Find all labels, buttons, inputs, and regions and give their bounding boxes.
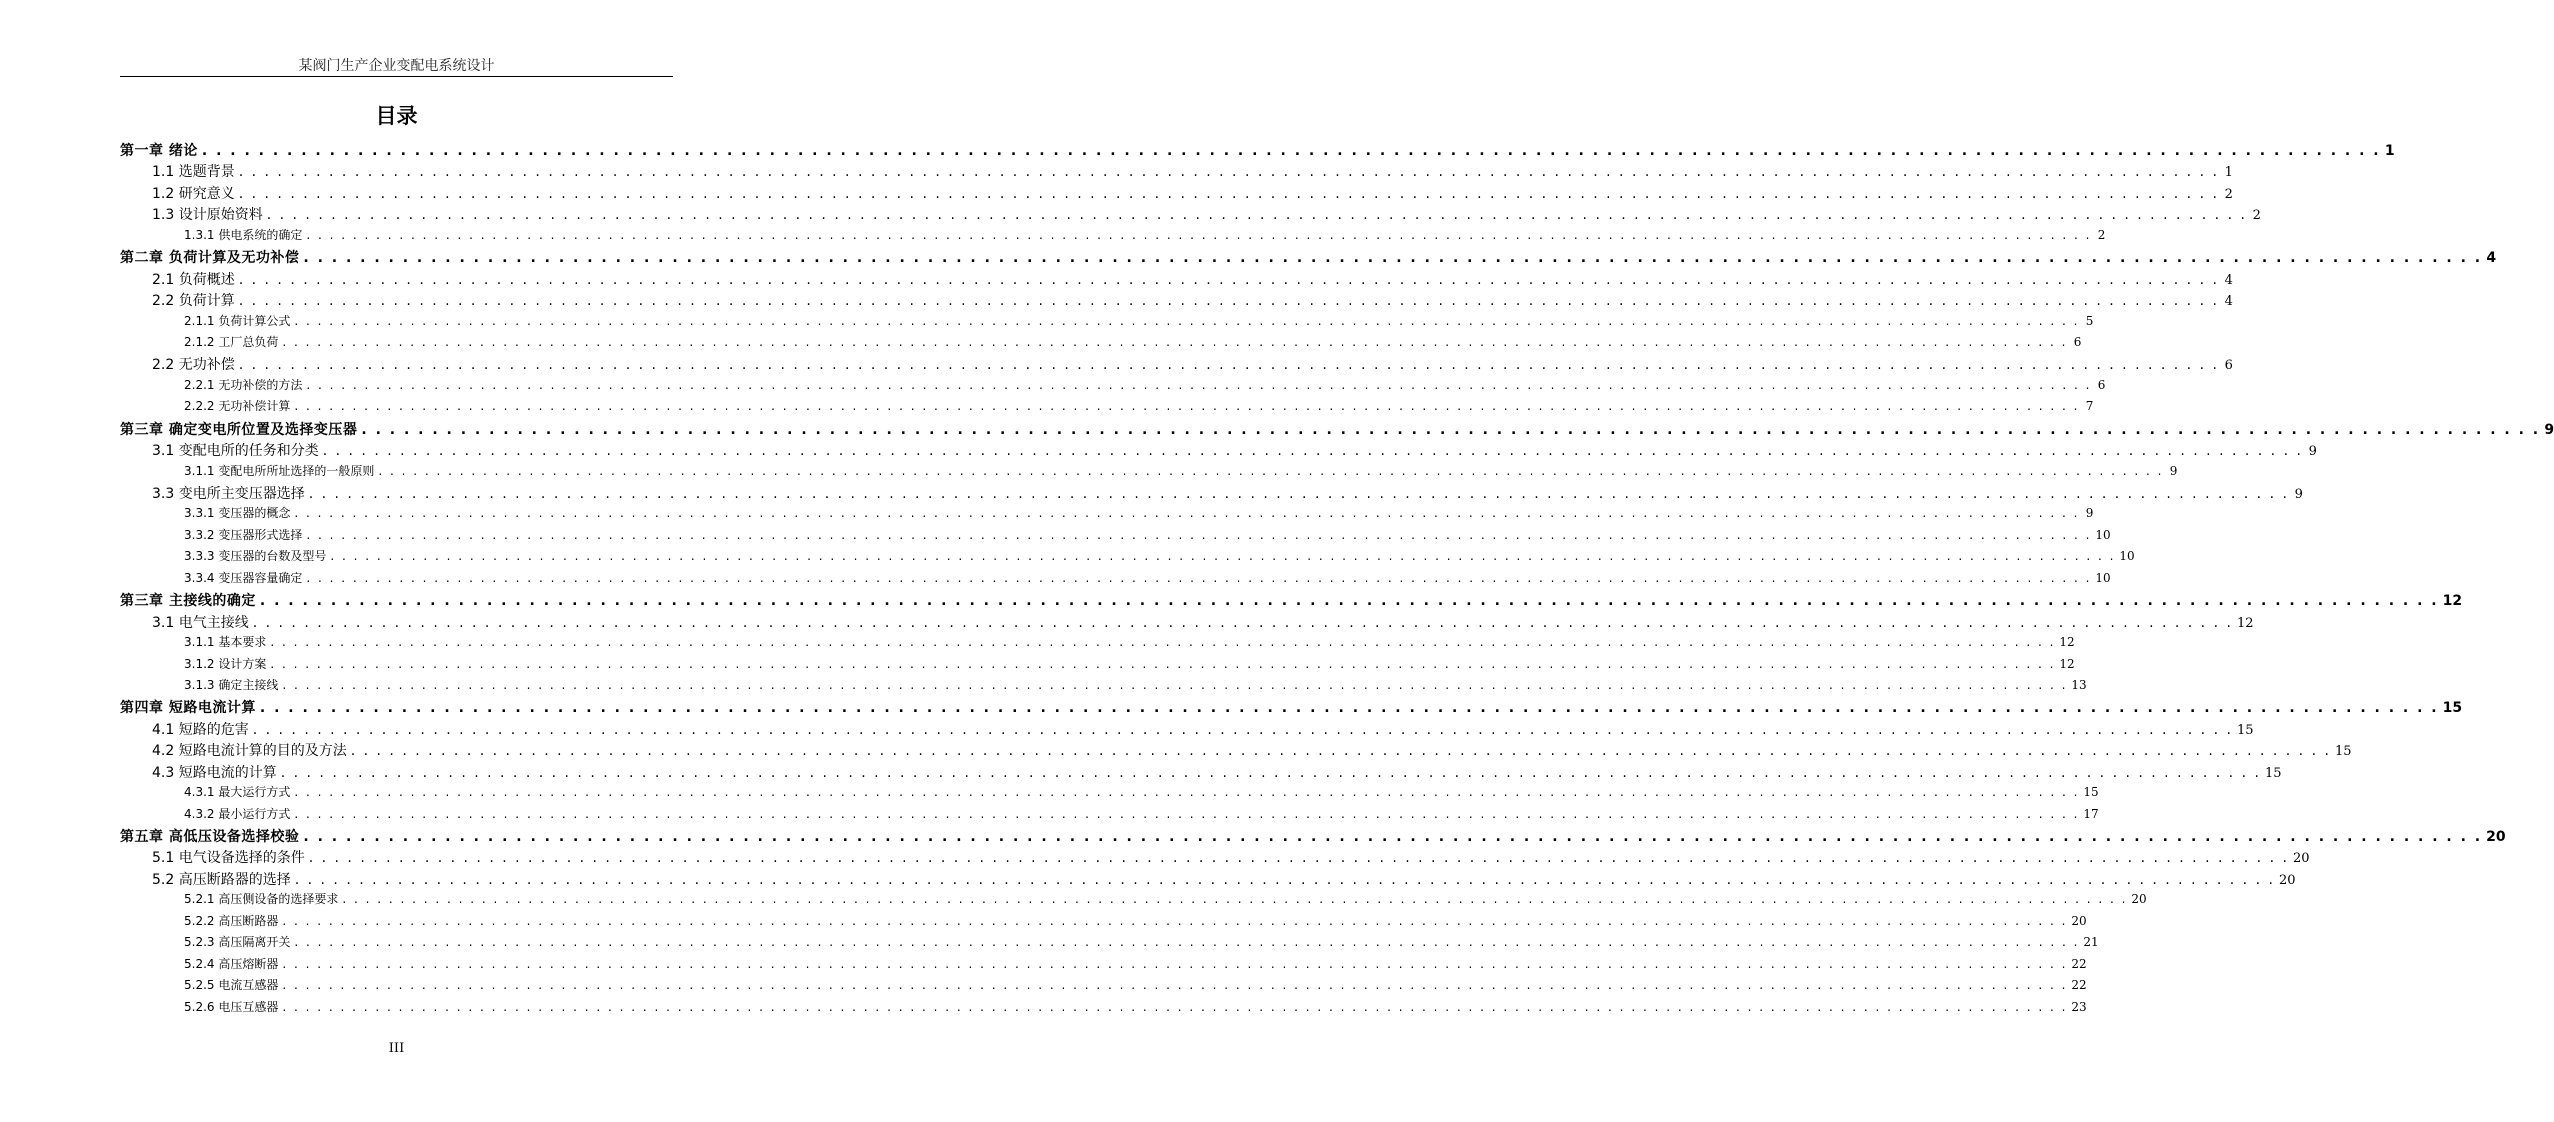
dot-leader: . . . . . . . . . . . . . . . . . . . . . . . . . . . . . . . . . . . . . . . . . . . . . . . . . . . . . . . . . . . . . . . . . . . . . . . . . . . . . . . . . . . . . . . . . . . . . . . . . . . . . . . . . . . . . . . . . . . . . . . . . . . . . . . . . . . . . . . . . . . . . . . . . . . . . . . . . . (282, 978, 2068, 993)
toc-entry-label: 5.2 高压断路器的选择 (152, 871, 291, 888)
dot-leader: . . . . . . . . . . . . . . . . . . . . . . . . . . . . . . . . . . . . . . . . . . . . . . . . . . . . . . . . . . . . . . . . . . . . . . . . . . . . . . . . . . . . . . . . . . . . . . . . . . . . . . . . . . . . . . . . . . . . . . . . . . . . . . . . . . . . . . . . . . . . . . . . . . . . . . . . . . (306, 570, 2092, 585)
dot-leader: . . . . . . . . . . . . . . . . . . . . . . . . . . . . . . . . . . . . . . . . . . . . . . . . . . . . . . . . . . . . . . . . . . . . . . . . . . . . . . . . . . . . . . . . . . . . . . . . . . . . . . . . . . . . . . . . . . . . . . . . . . . . . . . . . . . . . . . . . . . . . . . . . . . . . . . . . . (238, 357, 2219, 374)
toc-entry-page: 22 (2071, 978, 2087, 993)
toc-entry-page: 15 (2334, 744, 2352, 760)
toc-entry[interactable] (120, 183, 2233, 204)
toc-entry-page: 21 (2083, 935, 2099, 950)
dot-leader: . . . . . . . . . . . . . . . . . . . . . . . . . . . . . . . . . . . . . . . . . . . . . . . . . . . . . . . . . . . . . . . . . . . . . . . . . . . . . . . . . . . . . . . . . . . . . . . . . . . . . . . . . . . . . . . . . . . . . . . . . . . . . . . . . . . . . . . . . . . . . . . . . . . . . . . . . . (361, 421, 2541, 438)
toc-entry-page: 6 (2097, 377, 2106, 392)
toc-entry-label: 1.1 选题背景 (152, 164, 235, 181)
toc-entry-page: 15 (2083, 785, 2099, 800)
dot-leader: . . . . . . . . . . . . . . . . . . . . . . . . . . . . . . . . . . . . . . . . . . . . . . . . . . . . . . . . . . . . . . . . . . . . . . . . . . . . . . . . . . . . . . . . . . . . . . . . . . . . . . . . . . . . . . . . . . . . . . . . . . . . . . . . . . . . . . . . . . . . . . . . . . . . . . . . . . (294, 935, 2080, 950)
dot-leader: . . . . . . . . . . . . . . . . . . . . . . . . . . . . . . . . . . . . . . . . . . . . . . . . . . . . . . . . . . . . . . . . . . . . . . . . . . . . . . . . . . . . . . . . . . . . . . . . . . . . . . . . . . . . . . . . . . . . . . . . . . . . . . . . . . . . . . . . . . . . . . . . . . . . . . . . . . (378, 463, 2164, 478)
toc-entry-label: 5.1 电气设备选择的条件 (152, 850, 305, 867)
dot-leader: . . . . . . . . . . . . . . . . . . . . . . . . . . . . . . . . . . . . . . . . . . . . . . . . . . . . . . . . . . . . . . . . . . . . . . . . . . . . . . . . . . . . . . . . . . . . . . . . . . . . . . . . . . . . . . . . . . . . . . . . . . . . . . . . . . . . . . . . . . . . . . . . . . . . . . . . . . (322, 443, 2303, 460)
toc-entry-page: 9 (2544, 421, 2554, 438)
toc-entry-page: 10 (2095, 570, 2111, 585)
toc-entry[interactable] (120, 762, 2282, 783)
dot-leader: . . . . . . . . . . . . . . . . . . . . . . . . . . . . . . . . . . . . . . . . . . . . . . . . . . . . . . . . . . . . . . . . . . . . . . . . . . . . . . . . . . . . . . . . . . . . . . . . . . . . . . . . . . . . . . . . . . . . . . . . . . . . . . . . . . . . . . . . . . . . . . . . . . . . . . . . . . (259, 700, 2439, 717)
toc-entry[interactable] (120, 783, 2099, 804)
toc-entry[interactable] (120, 204, 2261, 225)
toc-entry[interactable] (120, 655, 2075, 676)
dot-leader: . . . . . . . . . . . . . . . . . . . . . . . . . . . . . . . . . . . . . . . . . . . . . . . . . . . . . . . . . . . . . . . . . . . . . . . . . . . . . . . . . . . . . . . . . . . . . . . . . . . . . . . . . . . . . . . . . . . . . . . . . . . . . . . . . . . . . . . . . . . . . . . . . . . . . . . . . . (282, 956, 2068, 971)
dot-leader: . . . . . . . . . . . . . . . . . . . . . . . . . . . . . . . . . . . . . . . . . . . . . . . . . . . . . . . . . . . . . . . . . . . . . . . . . . . . . . . . . . . . . . . . . . . . . . . . . . . . . . . . . . . . . . . . . . . . . . . . . . . . . . . . . . . . . . . . . . . . . . . . . . . . . . . . . . (294, 399, 2080, 414)
dot-leader: . . . . . . . . . . . . . . . . . . . . . . . . . . . . . . . . . . . . . . . . . . . . . . . . . . . . . . . . . . . . . . . . . . . . . . . . . . . . . . . . . . . . . . . . . . . . . . . . . . . . . . . . . . . . . . . . . . . . . . . . . . . . . . . . . . . . . . . . . . . . . . . . . . . . . . . . . . (201, 143, 2381, 159)
toc-entry[interactable] (120, 290, 2233, 311)
toc-entry-label: 3.3.2 变压器形式选择 (184, 527, 303, 542)
toc-entry[interactable] (120, 719, 2254, 740)
toc-entry-label: 3.3.1 变压器的概念 (184, 506, 291, 521)
toc-entry-label: 4.2 短路电流计算的目的及方法 (152, 743, 347, 760)
toc-entry[interactable] (120, 504, 2094, 525)
toc-entry-page: 2 (2097, 227, 2106, 242)
toc-entry-label: 3.3.3 变压器的台数及型号 (184, 549, 327, 564)
toc-entry-label: 2.2 负荷计算 (152, 293, 235, 310)
toc-entry-label: 3.1.1 基本要求 (184, 635, 267, 650)
toc-entry-label: 2.2.2 无功补偿计算 (184, 399, 291, 414)
toc-entry[interactable] (120, 697, 2463, 718)
toc-entry[interactable] (120, 419, 2554, 440)
toc-entry-label: 2.1.1 负荷计算公式 (184, 313, 291, 328)
running-header: 某阀门生产企业变配电系统设计 (298, 58, 495, 74)
toc-entry-page: 9 (2294, 487, 2303, 502)
toc-entry[interactable] (120, 547, 2135, 568)
toc-entry[interactable] (120, 462, 2178, 483)
dot-leader: . . . . . . . . . . . . . . . . . . . . . . . . . . . . . . . . . . . . . . . . . . . . . . . . . . . . . . . . . . . . . . . . . . . . . . . . . . . . . . . . . . . . . . . . . . . . . . . . . . . . . . . . . . . . . . . . . . . . . . . . . . . . . . . . . . . . . . . . . . . . . . . . . . . . . . . . . . (350, 743, 2331, 760)
toc-entry-page: 6 (2073, 334, 2082, 349)
toc-entry-label: 2.1 负荷概述 (152, 271, 235, 288)
toc-entry-page: 6 (2224, 358, 2233, 374)
toc-entry-page: 7 (2085, 399, 2094, 414)
toc-entry[interactable] (120, 633, 2075, 654)
toc-entry[interactable] (120, 912, 2087, 933)
toc-entry-page: 12 (2059, 635, 2075, 650)
page-number: III (388, 1041, 405, 1056)
toc-entry[interactable] (120, 247, 2497, 268)
toc-entry-page: 12 (2236, 615, 2254, 631)
toc-entry-label: 第三章 确定变电所位置及选择变压器 (120, 421, 358, 438)
toc-entry[interactable] (120, 140, 2395, 161)
toc-entry-page: 22 (2071, 956, 2087, 971)
toc-entry[interactable] (120, 890, 2147, 911)
toc-entry-label: 5.2.6 电压互感器 (184, 999, 279, 1014)
toc-entry-label: 3.3.4 变压器容量确定 (184, 570, 303, 585)
toc-entry-label: 第一章 绪论 (120, 143, 198, 159)
toc-entry-label: 1.3 设计原始资料 (152, 207, 263, 224)
toc-entry[interactable] (120, 998, 2087, 1019)
dot-leader: . . . . . . . . . . . . . . . . . . . . . . . . . . . . . . . . . . . . . . . . . . . . . . . . . . . . . . . . . . . . . . . . . . . . . . . . . . . . . . . . . . . . . . . . . . . . . . . . . . . . . . . . . . . . . . . . . . . . . . . . . . . . . . . . . . . . . . . . . . . . . . . . . . . . . . . . . . (308, 486, 2289, 502)
dot-leader: . . . . . . . . . . . . . . . . . . . . . . . . . . . . . . . . . . . . . . . . . . . . . . . . . . . . . . . . . . . . . . . . . . . . . . . . . . . . . . . . . . . . . . . . . . . . . . . . . . . . . . . . . . . . . . . . . . . . . . . . . . . . . . . . . . . . . . . . . . . . . . . . . . . . . . . . . . (238, 185, 2219, 202)
toc-entry-label: 4.1 短路的危害 (152, 721, 249, 738)
dot-leader: . . . . . . . . . . . . . . . . . . . . . . . . . . . . . . . . . . . . . . . . . . . . . . . . . . . . . . . . . . . . . . . . . . . . . . . . . . . . . . . . . . . . . . . . . . . . . . . . . . . . . . . . . . . . . . . . . . . . . . . . . . . . . . . . . . . . . . . . . . . . . . . . . . . . . . . . . . (270, 656, 2056, 671)
toc-entry-page: 2 (2252, 208, 2261, 224)
dot-leader: . . . . . . . . . . . . . . . . . . . . . . . . . . . . . . . . . . . . . . . . . . . . . . . . . . . . . . . . . . . . . . . . . . . . . . . . . . . . . . . . . . . . . . . . . . . . . . . . . . . . . . . . . . . . . . . . . . . . . . . . . . . . . . . . . . . . . . . . . . . . . . . . . . . . . . . . . . (252, 614, 2233, 631)
dot-leader: . . . . . . . . . . . . . . . . . . . . . . . . . . . . . . . . . . . . . . . . . . . . . . . . . . . . . . . . . . . . . . . . . . . . . . . . . . . . . . . . . . . . . . . . . . . . . . . . . . . . . . . . . . . . . . . . . . . . . . . . . . . . . . . . . . . . . . . . . . . . . . . . . . . . . . . . . . (303, 250, 2483, 267)
dot-leader: . . . . . . . . . . . . . . . . . . . . . . . . . . . . . . . . . . . . . . . . . . . . . . . . . . . . . . . . . . . . . . . . . . . . . . . . . . . . . . . . . . . . . . . . . . . . . . . . . . . . . . . . . . . . . . . . . . . . . . . . . . . . . . . . . . . . . . . . . . . . . . . . . . . . . . . . . . (306, 227, 2092, 242)
dot-leader: . . . . . . . . . . . . . . . . . . . . . . . . . . . . . . . . . . . . . . . . . . . . . . . . . . . . . . . . . . . . . . . . . . . . . . . . . . . . . . . . . . . . . . . . . . . . . . . . . . . . . . . . . . . . . . . . . . . . . . . . . . . . . . . . . . . . . . . . . . . . . . . . . . . . . . . . . . (306, 377, 2092, 392)
toc-entry-label: 第三章 主接线的确定 (120, 593, 256, 610)
table-of-contents (120, 140, 2554, 1019)
toc-entry-page: 10 (2119, 549, 2135, 564)
toc-entry[interactable] (120, 376, 2106, 397)
toc-entry-label: 5.2.5 电流互感器 (184, 978, 279, 993)
toc-entry-label: 2.2 无功补偿 (152, 357, 235, 374)
toc-entry[interactable] (120, 955, 2087, 976)
toc-entry[interactable] (120, 526, 2111, 547)
toc-entry-page: 17 (2083, 806, 2099, 821)
toc-entry-label: 第五章 高低压设备选择校验 (120, 829, 300, 845)
toc-entry[interactable] (120, 483, 2303, 504)
toc-entry[interactable] (120, 226, 2106, 247)
toc-entry-label: 3.1.2 设计方案 (184, 656, 267, 671)
toc-entry[interactable] (120, 612, 2254, 633)
dot-leader: . . . . . . . . . . . . . . . . . . . . . . . . . . . . . . . . . . . . . . . . . . . . . . . . . . . . . . . . . . . . . . . . . . . . . . . . . . . . . . . . . . . . . . . . . . . . . . . . . . . . . . . . . . . . . . . . . . . . . . . . . . . . . . . . . . . . . . . . . . . . . . . . . . . . . . . . . . (280, 764, 2261, 781)
toc-entry-page: 13 (2071, 677, 2087, 692)
toc-entry[interactable] (120, 312, 2094, 333)
dot-leader: . . . . . . . . . . . . . . . . . . . . . . . . . . . . . . . . . . . . . . . . . . . . . . . . . . . . . . . . . . . . . . . . . . . . . . . . . . . . . . . . . . . . . . . . . . . . . . . . . . . . . . . . . . . . . . . . . . . . . . . . . . . . . . . . . . . . . . . . . . . . . . . . . . . . . . . . . . (238, 271, 2219, 288)
toc-entry[interactable] (120, 826, 2506, 847)
toc-entry-page: 20 (2071, 913, 2087, 928)
dot-leader: . . . . . . . . . . . . . . . . . . . . . . . . . . . . . . . . . . . . . . . . . . . . . . . . . . . . . . . . . . . . . . . . . . . . . . . . . . . . . . . . . . . . . . . . . . . . . . . . . . . . . . . . . . . . . . . . . . . . . . . . . . . . . . . . . . . . . . . . . . . . . . . . . . . . . . . . . . (282, 999, 2068, 1014)
toc-entry-page: 15 (2264, 765, 2282, 781)
dot-leader: . . . . . . . . . . . . . . . . . . . . . . . . . . . . . . . . . . . . . . . . . . . . . . . . . . . . . . . . . . . . . . . . . . . . . . . . . . . . . . . . . . . . . . . . . . . . . . . . . . . . . . . . . . . . . . . . . . . . . . . . . . . . . . . . . . . . . . . . . . . . . . . . . . . . . . . . . . (259, 593, 2439, 610)
toc-entry[interactable] (120, 354, 2233, 375)
toc-entry-page: 1 (2224, 165, 2233, 181)
toc-entry[interactable] (120, 161, 2233, 182)
toc-entry-page: 4 (2486, 250, 2497, 267)
toc-entry-label: 5.2.1 高压侧设备的选择要求 (184, 892, 339, 907)
toc-entry-label: 3.1 变配电所的任务和分类 (152, 443, 319, 460)
toc-entry-page: 10 (2095, 527, 2111, 542)
toc-entry-label: 3.1.1 变配电所所址选择的一般原则 (184, 463, 375, 478)
toc-entry-page: 9 (2085, 506, 2094, 521)
dot-leader: . . . . . . . . . . . . . . . . . . . . . . . . . . . . . . . . . . . . . . . . . . . . . . . . . . . . . . . . . . . . . . . . . . . . . . . . . . . . . . . . . . . . . . . . . . . . . . . . . . . . . . . . . . . . . . . . . . . . . . . . . . . . . . . . . . . . . . . . . . . . . . . . . . . . . . . . . . (330, 549, 2116, 564)
dot-leader: . . . . . . . . . . . . . . . . . . . . . . . . . . . . . . . . . . . . . . . . . . . . . . . . . . . . . . . . . . . . . . . . . . . . . . . . . . . . . . . . . . . . . . . . . . . . . . . . . . . . . . . . . . . . . . . . . . . . . . . . . . . . . . . . . . . . . . . . . . . . . . . . . . . . . . . . . . (342, 892, 2128, 907)
toc-entry-page: 9 (2169, 463, 2178, 478)
dot-leader: . . . . . . . . . . . . . . . . . . . . . . . . . . . . . . . . . . . . . . . . . . . . . . . . . . . . . . . . . . . . . . . . . . . . . . . . . . . . . . . . . . . . . . . . . . . . . . . . . . . . . . . . . . . . . . . . . . . . . . . . . . . . . . . . . . . . . . . . . . . . . . . . . . . . . . . . . . (282, 677, 2068, 692)
toc-entry[interactable] (120, 397, 2094, 418)
dot-leader: . . . . . . . . . . . . . . . . . . . . . . . . . . . . . . . . . . . . . . . . . . . . . . . . . . . . . . . . . . . . . . . . . . . . . . . . . . . . . . . . . . . . . . . . . . . . . . . . . . . . . . . . . . . . . . . . . . . . . . . . . . . . . . . . . . . . . . . . . . . . . . . . . . . . . . . . . . (294, 506, 2080, 521)
dot-leader: . . . . . . . . . . . . . . . . . . . . . . . . . . . . . . . . . . . . . . . . . . . . . . . . . . . . . . . . . . . . . . . . . . . . . . . . . . . . . . . . . . . . . . . . . . . . . . . . . . . . . . . . . . . . . . . . . . . . . . . . . . . . . . . . . . . . . . . . . . . . . . . . . . . . . . . . . . (294, 806, 2080, 821)
toc-entry[interactable] (120, 269, 2233, 290)
dot-leader: . . . . . . . . . . . . . . . . . . . . . . . . . . . . . . . . . . . . . . . . . . . . . . . . . . . . . . . . . . . . . . . . . . . . . . . . . . . . . . . . . . . . . . . . . . . . . . . . . . . . . . . . . . . . . . . . . . . . . . . . . . . . . . . . . . . . . . . . . . . . . . . . . . . . . . . . . . (270, 635, 2056, 650)
toc-entry[interactable] (120, 569, 2111, 590)
dot-leader: . . . . . . . . . . . . . . . . . . . . . . . . . . . . . . . . . . . . . . . . . . . . . . . . . . . . . . . . . . . . . . . . . . . . . . . . . . . . . . . . . . . . . . . . . . . . . . . . . . . . . . . . . . . . . . . . . . . . . . . . . . . . . . . . . . . . . . . . . . . . . . . . . . . . . . . . . . (308, 850, 2289, 867)
dot-leader: . . . . . . . . . . . . . . . . . . . . . . . . . . . . . . . . . . . . . . . . . . . . . . . . . . . . . . . . . . . . . . . . . . . . . . . . . . . . . . . . . . . . . . . . . . . . . . . . . . . . . . . . . . . . . . . . . . . . . . . . . . . . . . . . . . . . . . . . . . . . . . . . . . . . . . . . . . (282, 334, 2068, 349)
toc-entry[interactable] (120, 933, 2099, 954)
toc-entry-label: 3.3 变电所主变压器选择 (152, 486, 305, 502)
toc-entry-page: 2 (2224, 186, 2233, 202)
dot-leader: . . . . . . . . . . . . . . . . . . . . . . . . . . . . . . . . . . . . . . . . . . . . . . . . . . . . . . . . . . . . . . . . . . . . . . . . . . . . . . . . . . . . . . . . . . . . . . . . . . . . . . . . . . . . . . . . . . . . . . . . . . . . . . . . . . . . . . . . . . . . . . . . . . . . . . . . . . (282, 913, 2068, 928)
header-rule (120, 76, 673, 77)
toc-entry-page: 23 (2071, 999, 2087, 1014)
toc-entry-page: 5 (2085, 313, 2094, 328)
toc-entry-page: 9 (2308, 444, 2317, 460)
toc-entry-page: 4 (2224, 272, 2233, 288)
toc-entry-page: 20 (2131, 892, 2147, 907)
toc-entry-page: 20 (2486, 829, 2506, 845)
toc-entry-page: 4 (2224, 294, 2233, 310)
toc-entry-label: 1.3.1 供电系统的确定 (184, 227, 303, 242)
toc-entry[interactable] (120, 847, 2310, 868)
toc-entry-page: 1 (2384, 143, 2395, 159)
toc-entry-label: 4.3 短路电流的计算 (152, 764, 277, 781)
toc-entry-label: 4.3.2 最小运行方式 (184, 806, 291, 821)
toc-entry[interactable] (120, 333, 2082, 354)
dot-leader: . . . . . . . . . . . . . . . . . . . . . . . . . . . . . . . . . . . . . . . . . . . . . . . . . . . . . . . . . . . . . . . . . . . . . . . . . . . . . . . . . . . . . . . . . . . . . . . . . . . . . . . . . . . . . . . . . . . . . . . . . . . . . . . . . . . . . . . . . . . . . . . . . . . . . . . . . . (303, 829, 2483, 845)
dot-leader: . . . . . . . . . . . . . . . . . . . . . . . . . . . . . . . . . . . . . . . . . . . . . . . . . . . . . . . . . . . . . . . . . . . . . . . . . . . . . . . . . . . . . . . . . . . . . . . . . . . . . . . . . . . . . . . . . . . . . . . . . . . . . . . . . . . . . . . . . . . . . . . . . . . . . . . . . . (252, 721, 2233, 738)
toc-entry[interactable] (120, 740, 2352, 761)
dot-leader: . . . . . . . . . . . . . . . . . . . . . . . . . . . . . . . . . . . . . . . . . . . . . . . . . . . . . . . . . . . . . . . . . . . . . . . . . . . . . . . . . . . . . . . . . . . . . . . . . . . . . . . . . . . . . . . . . . . . . . . . . . . . . . . . . . . . . . . . . . . . . . . . . . . . . . . . . . (238, 293, 2219, 310)
dot-leader: . . . . . . . . . . . . . . . . . . . . . . . . . . . . . . . . . . . . . . . . . . . . . . . . . . . . . . . . . . . . . . . . . . . . . . . . . . . . . . . . . . . . . . . . . . . . . . . . . . . . . . . . . . . . . . . . . . . . . . . . . . . . . . . . . . . . . . . . . . . . . . . . . . . . . . . . . . (306, 527, 2092, 542)
toc-entry-label: 5.2.2 高压断路器 (184, 913, 279, 928)
toc-entry-page: 20 (2278, 872, 2296, 888)
toc-entry[interactable] (120, 676, 2087, 697)
dot-leader: . . . . . . . . . . . . . . . . . . . . . . . . . . . . . . . . . . . . . . . . . . . . . . . . . . . . . . . . . . . . . . . . . . . . . . . . . . . . . . . . . . . . . . . . . . . . . . . . . . . . . . . . . . . . . . . . . . . . . . . . . . . . . . . . . . . . . . . . . . . . . . . . . . . . . . . . . . (294, 313, 2080, 328)
toc-entry[interactable] (120, 440, 2317, 461)
toc-title: 目录 (375, 104, 418, 128)
dot-leader: . . . . . . . . . . . . . . . . . . . . . . . . . . . . . . . . . . . . . . . . . . . . . . . . . . . . . . . . . . . . . . . . . . . . . . . . . . . . . . . . . . . . . . . . . . . . . . . . . . . . . . . . . . . . . . . . . . . . . . . . . . . . . . . . . . . . . . . . . . . . . . . . . . . . . . . . . . (294, 785, 2080, 800)
toc-entry-label: 3.1 电气主接线 (152, 614, 249, 631)
toc-entry-label: 3.1.3 确定主接线 (184, 677, 279, 692)
toc-entry-page: 12 (2442, 593, 2463, 610)
toc-entry-page: 15 (2236, 722, 2254, 738)
toc-entry-label: 2.1.2 工厂总负荷 (184, 334, 279, 349)
toc-entry-label: 第二章 负荷计算及无功补偿 (120, 250, 300, 267)
toc-entry[interactable] (120, 869, 2296, 890)
toc-entry-label: 1.2 研究意义 (152, 185, 235, 202)
toc-entry-label: 第四章 短路电流计算 (120, 700, 256, 717)
dot-leader: . . . . . . . . . . . . . . . . . . . . . . . . . . . . . . . . . . . . . . . . . . . . . . . . . . . . . . . . . . . . . . . . . . . . . . . . . . . . . . . . . . . . . . . . . . . . . . . . . . . . . . . . . . . . . . . . . . . . . . . . . . . . . . . . . . . . . . . . . . . . . . . . . . . . . . . . . . (294, 871, 2275, 888)
toc-entry[interactable] (120, 805, 2099, 826)
toc-entry[interactable] (120, 976, 2087, 997)
dot-leader: . . . . . . . . . . . . . . . . . . . . . . . . . . . . . . . . . . . . . . . . . . . . . . . . . . . . . . . . . . . . . . . . . . . . . . . . . . . . . . . . . . . . . . . . . . . . . . . . . . . . . . . . . . . . . . . . . . . . . . . . . . . . . . . . . . . . . . . . . . . . . . . . . . . . . . . . . . (266, 207, 2247, 224)
toc-entry-label: 5.2.3 高压隔离开关 (184, 935, 291, 950)
toc-entry[interactable] (120, 590, 2463, 611)
toc-entry-label: 5.2.4 高压熔断器 (184, 956, 279, 971)
toc-entry-label: 4.3.1 最大运行方式 (184, 785, 291, 800)
toc-entry-page: 20 (2292, 851, 2310, 867)
dot-leader: . . . . . . . . . . . . . . . . . . . . . . . . . . . . . . . . . . . . . . . . . . . . . . . . . . . . . . . . . . . . . . . . . . . . . . . . . . . . . . . . . . . . . . . . . . . . . . . . . . . . . . . . . . . . . . . . . . . . . . . . . . . . . . . . . . . . . . . . . . . . . . . . . . . . . . . . . . (238, 164, 2219, 181)
toc-entry-page: 12 (2059, 656, 2075, 671)
toc-entry-page: 15 (2442, 700, 2463, 717)
toc-entry-label: 2.2.1 无功补偿的方法 (184, 377, 303, 392)
